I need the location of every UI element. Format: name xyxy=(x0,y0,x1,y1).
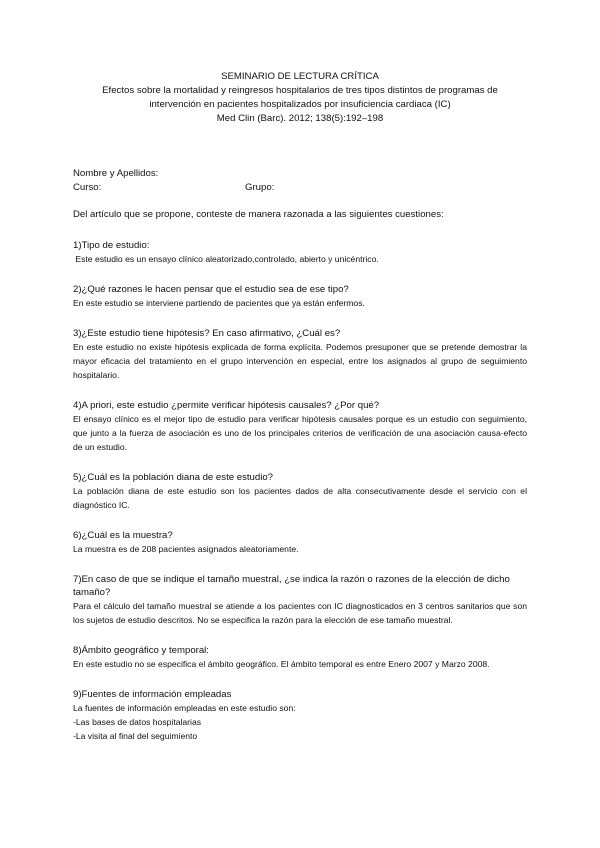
group-field-label: Grupo: xyxy=(245,182,275,193)
answer-2: En este estudio se interviene partiendo de pacientes que ya están enfermos. xyxy=(73,298,365,308)
section-2 xyxy=(73,283,527,310)
answer-6: La muestra es de 208 pacientes asignados aleatoriamente. xyxy=(73,544,299,554)
student-fields xyxy=(73,167,527,195)
article-citation: Med Clin (Barc). 2012; 138(5):192–198 xyxy=(216,113,384,124)
question-1: 1)Tipo de estudio: xyxy=(73,240,150,251)
article-title-line-1: Efectos sobre la mortalidad y reingresos hospitalarios de tres tipos distintos de programas de xyxy=(102,85,498,96)
section-4 xyxy=(73,399,527,454)
answer-9-line: -La visita al final del seguimiento xyxy=(73,731,198,741)
question-9: 9)Fuentes de información empleadas xyxy=(73,689,232,700)
section-8 xyxy=(73,644,527,671)
answer-9-line: La fuentes de información empleadas en este estudio son: xyxy=(73,703,296,713)
answer-4: El ensayo clínico es el mejor tipo de estudio para verificar hipótesis causales porque es un estudio con seguimiento, que junto a la fuerza de asociación es uno de los principales criterios de verificación de una asociación causa-efecto de un estudio. xyxy=(73,414,527,452)
answer-5: La población diana de este estudio son los pacientes dados de alta consecutivamente desde el servicio con el diagnóstico IC. xyxy=(73,486,527,510)
section-7 xyxy=(73,573,527,627)
question-3: 3)¿Este estudio tiene hipótesis? En caso afirmativo, ¿Cuál es? xyxy=(73,328,341,339)
section-3 xyxy=(73,327,527,382)
course-group-row xyxy=(73,181,527,195)
question-4: 4)A priori, este estudio ¿permite verificar hipótesis causales? ¿Por qué? xyxy=(73,400,380,411)
course-field-label: Curso: xyxy=(73,182,102,193)
answer-1: Este estudio es un ensayo clínico aleatorizado,controlado, abierto y unicéntrico. xyxy=(73,254,379,264)
answer-9-line: -Las bases de datos hospitalarias xyxy=(73,717,202,727)
question-8: 8)Ámbito geográfico y temporal: xyxy=(73,645,209,656)
question-2: 2)¿Qué razones le hacen pensar que el estudio sea de ese tipo? xyxy=(73,284,349,295)
answer-3: En este estudio no existe hipótesis explicada de forma explícita. Podemos presuponer que se pretende demostrar la mayor eficacia del tratamiento en el grupo intervención en especial, entre los asignados al grupo de seguimiento hospitalario. xyxy=(73,342,527,380)
question-5: 5)¿Cuál es la población diana de este estudio? xyxy=(73,472,274,483)
section-6 xyxy=(73,529,527,556)
question-7: 7)En caso de que se indique el tamaño muestral, ¿se indica la razón o razones de la elección de dicho tamaño? xyxy=(73,574,510,598)
question-6: 6)¿Cuál es la muestra? xyxy=(73,530,173,541)
name-field-label: Nombre y Apellidos: xyxy=(73,168,159,179)
section-5 xyxy=(73,471,527,512)
answer-7: Para el cálculo del tamaño muestral se atiende a los pacientes con IC diagnosticados en 3 centros sanitarios que son los sujetos de estudio descritos. No se especifica la razón para la elección de ese tamaño muestral. xyxy=(73,601,527,625)
instructions: Del artículo que se propone, conteste de manera razonada a las siguientes cuestiones: xyxy=(73,209,444,220)
section-9 xyxy=(73,688,527,743)
document-header xyxy=(73,70,527,126)
answer-8: En este estudio no se especifica el ámbito geográfico. El ámbito temporal es entre Enero 2007 y Marzo 2008. xyxy=(73,659,490,669)
seminar-title: SEMINARIO DE LECTURA CRÍTICA xyxy=(221,71,379,82)
answer-9 xyxy=(73,701,527,743)
section-1 xyxy=(73,239,527,266)
article-title-line-2: intervención en pacientes hospitalizados por insuficiencia cardiaca (IC) xyxy=(149,99,451,110)
